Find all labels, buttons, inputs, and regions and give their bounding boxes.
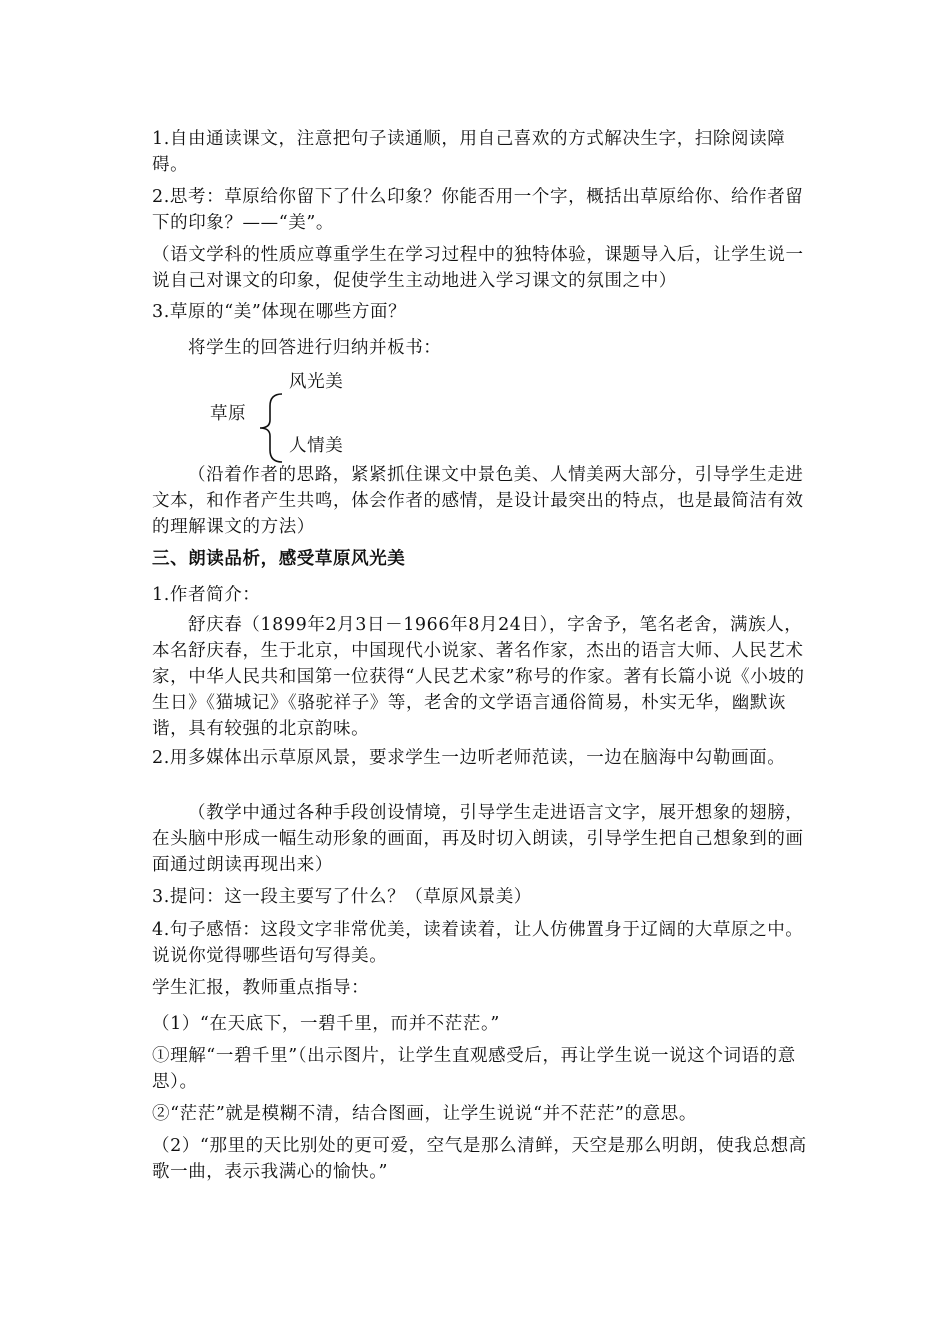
diagram-root: 草原: [210, 404, 247, 424]
note-author-thinking: （沿着作者的思路，紧紧抓住课文中景色美、人情美两大部分，引导学生走进文本，和作者产生共鸣，体会作者的感情，是设计最突出的特点，也是最简洁有效的理解课文的方法）: [152, 465, 804, 537]
step-2-think: 2.思考：草原给你留下了什么印象？你能否用一个字，概括出草原给你、给作者留下的印象？——“美”。: [152, 187, 804, 233]
step-3-beauty-question: 3.草原的“美”体现在哪些方面？: [152, 302, 407, 322]
board-writing-intro: 将学生的回答进行归纳并板书：: [188, 338, 442, 358]
quote-2: （2）“那里的天比别处的更可爱，空气是那么清鲜，天空是那么明朗，使我总想高歌一曲，表示我满心的愉快。”: [152, 1136, 807, 1182]
student-report: 学生汇报，教师重点指导：: [152, 978, 370, 998]
diagram-branch-scenery: 风光美: [289, 372, 344, 392]
step-4-sentence-feeling: 4.句子感悟：这段文字非常优美，读着读着，让人仿佛置身于辽阔的大草原之中。说说你觉得哪些语句写得美。: [152, 920, 804, 966]
quote-1-point-1: ①理解“一碧千里”（出示图片，让学生直观感受后，再让学生说一说这个词语的意思）。: [152, 1046, 796, 1092]
step-3-question: 3.提问：这一段主要写了什么？（草原风景美）: [152, 887, 532, 907]
note-teaching-method: （教学中通过各种手段创设情境，引导学生走进语言文字，展开想象的翅膀，在头脑中形成一幅生动形象的画面，再及时切入朗读，引导学生把自己想象到的画面通过朗读再现出来）: [152, 803, 804, 875]
curly-brace-icon: [256, 392, 286, 464]
quote-1-point-2: ②“茫茫”就是模糊不清，结合图画，让学生说说“并不茫茫”的意思。: [152, 1104, 697, 1124]
diagram-branch-people: 人情美: [289, 436, 344, 456]
step-1-free-reading: 1.自由通读课文，注意把句子读通顺，用自己喜欢的方式解决生字，扫除阅读障碍。: [152, 129, 786, 175]
step-1-author-intro: 1.作者简介：: [152, 585, 261, 605]
quote-1: （1）“在天底下，一碧千里，而并不茫茫。”: [152, 1014, 500, 1034]
section-3-heading: 三、朗读品析，感受草原风光美: [152, 549, 406, 569]
note-reading-experience: （语文学科的性质应尊重学生在学习过程中的独特体验，课题导入后，让学生说一说自己对课文的印象，促使学生主动地进入学习课文的氛围之中）: [152, 245, 804, 291]
step-2-multimedia: 2.用多媒体出示草原风景，要求学生一边听老师范读，一边在脑海中勾勒画面。: [152, 748, 786, 768]
author-biography: 舒庆春（1899年2月3日－1966年8月24日），字舍予，笔名老舍，满族人，本名舒庆春，生于北京，中国现代小说家、著名作家，杰出的语言大师、人民艺术家，中华人民共和国第一位获得“人民艺术家”称号的作家。著有长篇小说《小坡的生日》《猫城记》《骆驼祥子》等，老舍的文学语言通俗简易，朴实无华，幽默诙谐，具有较强的北京韵味。: [152, 615, 805, 739]
